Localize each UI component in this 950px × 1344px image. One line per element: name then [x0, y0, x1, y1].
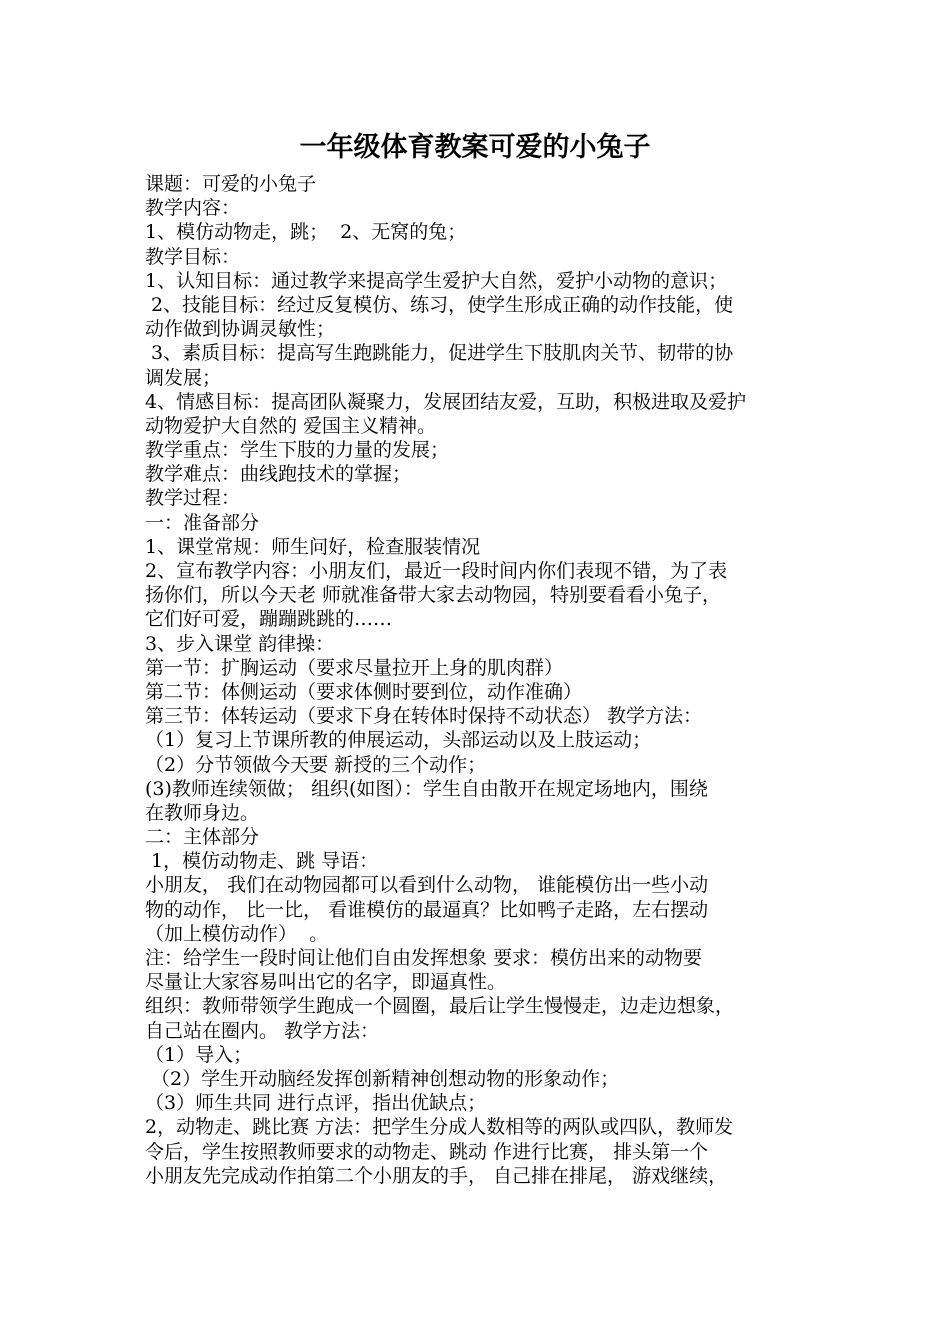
body-line: 尽量让大家容易叫出它的名字，即逼真性。	[145, 971, 507, 994]
body-line: 1、课堂常规：师生问好，检查服装情况	[145, 535, 481, 558]
body-line: 教学过程：	[145, 487, 241, 510]
document-title: 一年级体育教案可爱的小兔子	[299, 132, 651, 163]
body-line: 2，动物走、跳比赛 方法：把学生分成人数相等的两队或四队，教师发	[145, 1116, 734, 1139]
body-line: 4、情感目标：提高团队凝聚力，发展团结友爱，互助，积极进取及爱护	[145, 390, 747, 413]
body-line: （1）复习上节课所教的伸展运动，头部运动以及上肢运动；	[145, 729, 652, 752]
body-line: 课题：可爱的小兔子	[145, 173, 317, 195]
body-line: 3、步入课堂 韵律操：	[145, 632, 335, 655]
body-line: （加上模仿动作） 。	[145, 922, 329, 945]
body-line: 3、素质目标：提高写生跑跳能力，促进学生下肢肌肉关节、韧带的协	[145, 342, 734, 365]
body-line: 在教师身边。	[145, 801, 260, 824]
body-line: 第三节：体转运动（要求下身在转体时保持不动状态） 教学方法：	[145, 705, 703, 728]
body-line: 令后，学生按照教师要求的动物走、跳动 作进行比赛， 排头第一个	[145, 1140, 709, 1163]
body-line: 它们好可爱，蹦蹦跳跳的……	[145, 608, 393, 631]
body-line: (3)教师连续领做； 组织(如图）：学生自由散开在规定场地内，围绕	[145, 777, 708, 800]
body-line: 教学内容：	[145, 197, 241, 220]
body-line: 教学目标：	[145, 245, 241, 268]
body-line: 小朋友， 我们在动物园都可以看到什么动物， 谁能模仿出一些小动	[145, 874, 709, 897]
body-line: 物的动作， 比一比， 看谁模仿的最逼真？比如鸭子走路，左右摆动	[145, 898, 709, 921]
body-line: 1、认知目标：通过教学来提高学生爱护大自然，爱护小动物的意识；	[145, 269, 728, 292]
body-line: 小朋友先完成动作拍第二个小朋友的手， 自己排在排尾， 游戏继续，	[145, 1164, 728, 1187]
body-line: 2、宣布教学内容：小朋友们，最近一段时间内你们表现不错，为了表	[145, 560, 728, 582]
document-body	[145, 172, 815, 1188]
body-line: 一：准备部分	[145, 511, 260, 534]
body-line: 第二节：体侧运动（要求体侧时要到位，动作准确）	[145, 680, 583, 703]
body-line: 调发展；	[145, 366, 222, 389]
body-line: 动物爱护大自然的 爱国主义精神。	[145, 414, 437, 437]
body-line: 注：给学生一段时间让他们自由发挥想象 要求：模仿出来的动物要	[145, 947, 703, 969]
body-line: 扬你们，所以今天老 师就准备带大家去动物园，特别要看看小兔子，	[145, 584, 722, 607]
body-line: （2）分节领做今天要 新授的三个动作；	[145, 753, 487, 776]
body-line: 教学难点：曲线跑技术的掌握；	[145, 463, 412, 486]
body-line: 第一节：扩胸运动（要求尽量拉开上身的肌肉群）	[145, 656, 564, 679]
body-line: 教学重点：学生下肢的力量的发展；	[145, 439, 450, 462]
body-line: （3）师生共同 进行点评，指出优缺点；	[145, 1092, 487, 1115]
body-line: （2）学生开动脑经发挥创新精神创想动物的形象动作；	[145, 1067, 620, 1090]
body-line: 自己站在圈内。 教学方法：	[145, 1019, 380, 1042]
body-line: 1、模仿动物走，跳； 2、无窝的兔；	[145, 221, 467, 244]
body-line: 二：主体部分	[145, 826, 260, 849]
body-line: （1）导入；	[145, 1043, 253, 1066]
body-line: 组织：教师带领学生跑成一个圆圈，最后让学生慢慢走，边走边想象，	[145, 995, 735, 1018]
body-line: 动作做到协调灵敏性；	[145, 318, 336, 341]
body-line: 1，模仿动物走、跳 导语：	[145, 850, 379, 873]
body-line: 2、技能目标：经过反复模仿、练习，使学生形成正确的动作技能，使	[145, 293, 734, 316]
